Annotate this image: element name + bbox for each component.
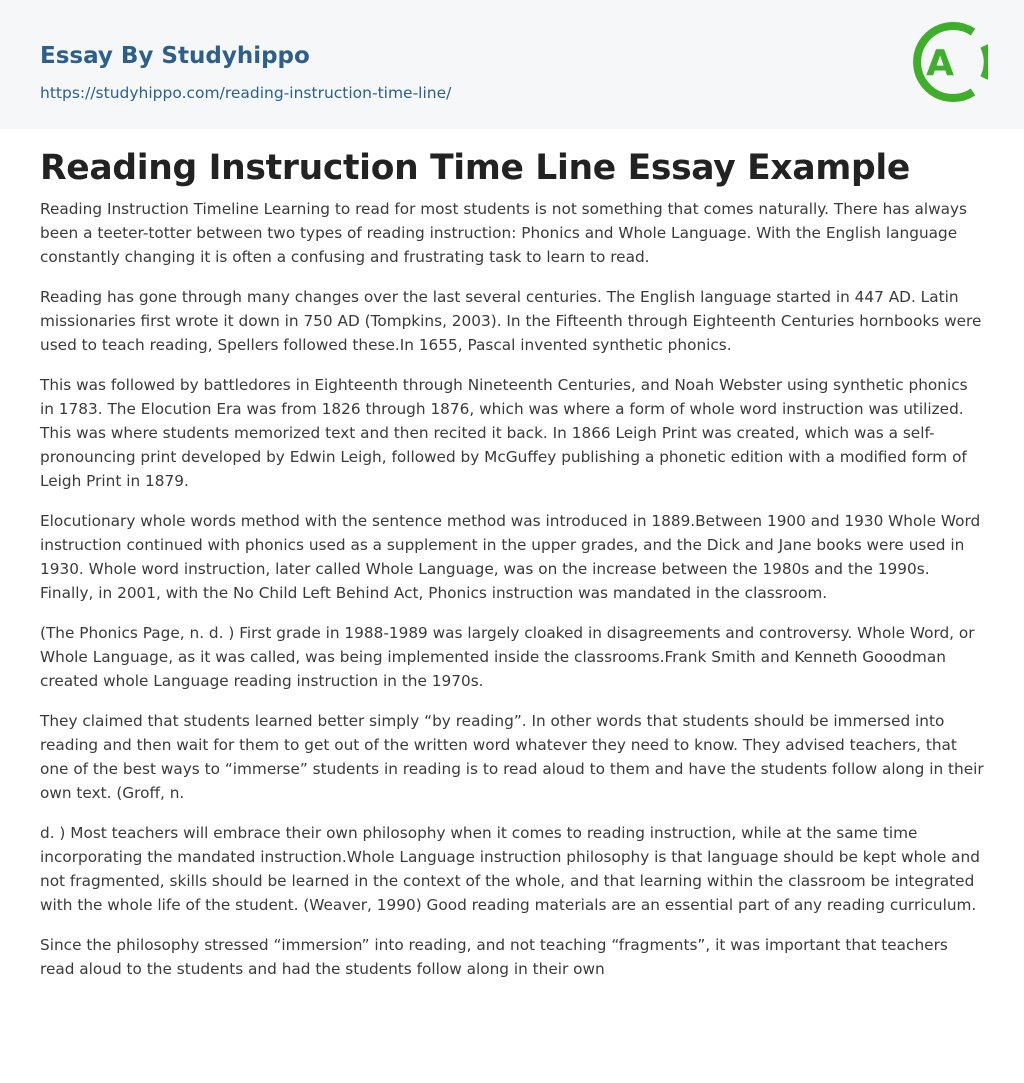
essay-paragraph: Reading Instruction Timeline Learning to read for most students is not something that comes naturally. There has always been a teeter-totter between two types of reading instruction: Phonics and Whole Language. With the English language constantly changing it is often a confusing and frustrating task to learn to read.	[40, 200, 967, 266]
essay-paragraph: Since the philosophy stressed “immersion” into reading, and not teaching “fragments”, it was important that teachers read aloud to the students and had the students follow along in their own	[40, 936, 948, 978]
article	[0, 129, 1024, 981]
site-header	[0, 0, 1024, 129]
page-title: Reading Instruction Time Line Essay Example	[40, 148, 911, 188]
essay-body	[40, 197, 984, 981]
brand-title[interactable]: Essay By Studyhippo	[40, 43, 310, 69]
essay-paragraph: This was followed by battledores in Eighteenth through Nineteenth Centuries, and Noah Webster using synthetic phonics in 1783. The Elocution Era was from 1826 through 1876, which was where a form of whole word instruction was utilized. This was where students memorized text and then recited it back. In 1866 Leigh Print was created, which was a self-pronouncing print developed by Edwin Leigh, followed by McGuffey publishing a phonetic edition with a modified form of Leigh Print in 1879.	[40, 376, 968, 490]
essay-paragraph: d. ) Most teachers will embrace their own philosophy when it comes to reading instruction, while at the same time incorporating the mandated instruction.Whole Language instruction philosophy is that language should be kept whole and not fragmented, skills should be learned in the context of the whole, and that learning within the classroom be integrated with the whole life of the student. (Weaver, 1990) Good reading materials are an essential part of any reading curriculum.	[40, 824, 980, 914]
studyhippo-logo-icon[interactable]	[910, 16, 988, 108]
essay-paragraph: Elocutionary whole words method with the sentence method was introduced in 1889.Between 1900 and 1930 Whole Word instruction continued with phonics used as a supplement in the upper grades, and the Dick and Jane books were used in 1930. Whole word instruction, later called Whole Language, was on the increase between the 1980s and the 1990s. Finally, in 2001, with the No Child Left Behind Act, Phonics instruction was mandated in the classroom.	[40, 512, 981, 602]
essay-paragraph: Reading has gone through many changes over the last several centuries. The English language started in 447 AD. Latin missionaries first wrote it down in 750 AD (Tompkins, 2003). In the Fifteenth through Eighteenth Centuries hornbooks were used to teach reading, Spellers followed these.In 1655, Pascal invented synthetic phonics.	[40, 288, 982, 354]
page-url-link[interactable]: https://studyhippo.com/reading-instruction-time-line/	[40, 84, 452, 102]
essay-paragraph: They claimed that students learned better simply “by reading”. In other words that students should be immersed into reading and then wait for them to get out of the written word whatever they need to know. They advised teachers, that one of the best ways to “immerse” students in reading is to read aloud to them and have the students follow along in their own text. (Groff, n.	[40, 712, 984, 802]
essay-paragraph: (The Phonics Page, n. d. ) First grade in 1988-1989 was largely cloaked in disagreements and controversy. Whole Word, or Whole Language, as it was called, was being implemented inside the classrooms.Frank Smith and Kenneth Gooodman created whole Language reading instruction in the 1970s.	[40, 624, 975, 690]
logo-letter: A	[926, 43, 954, 84]
